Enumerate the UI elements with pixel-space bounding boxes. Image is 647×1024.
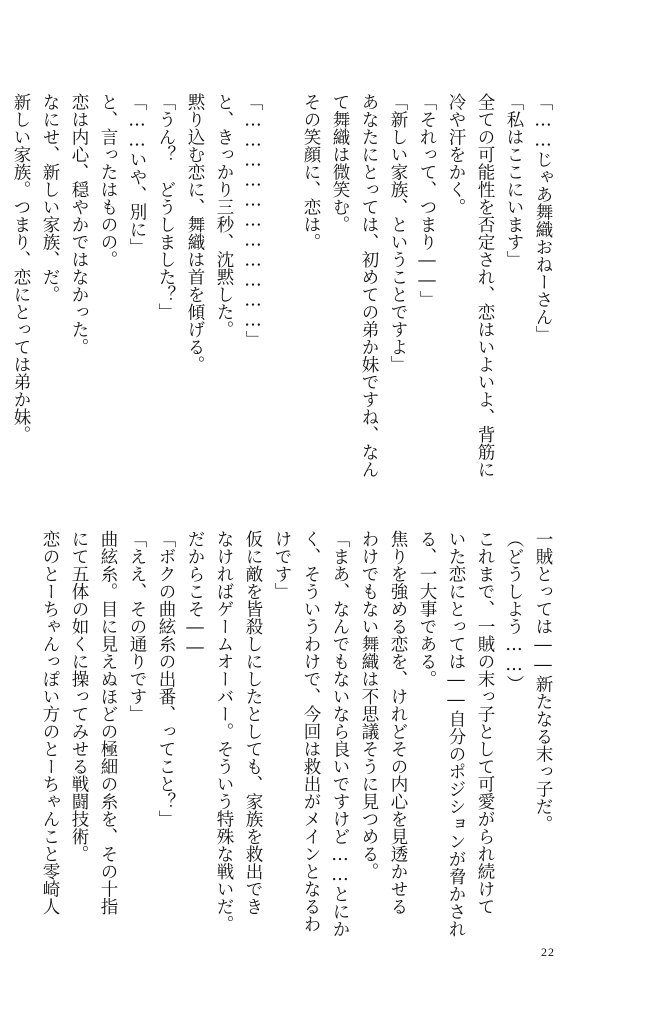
text-top-line: 「うん？ どうしました？」 <box>156 93 176 321</box>
text-bottom-line: これまで、一賊の末っ子として可愛がられ続けて <box>475 530 495 915</box>
text-bottom-line: 焦りを強める恋を、けれどその内心を見透かせる <box>388 530 408 915</box>
text-top-line: と、言ったはものの。 <box>98 93 118 268</box>
text-top-line: 新しい家族。つまり、恋にとっては弟か妹。 <box>11 93 31 443</box>
text-bottom-line: にて五体の如くに操ってみせる戦闘技術。 <box>69 530 89 863</box>
text-bottom-line: だからこそ―― <box>185 530 205 658</box>
text-bottom-line: なければゲームオーバー。そういう特殊な戦いだ。 <box>214 530 234 933</box>
text-bottom-line: く、そういうわけで、今回は救出がメインとなるわ <box>301 530 321 933</box>
text-bottom-line: 「ボクの曲絃糸の出番、ってこと？」 <box>156 530 176 828</box>
text-top-line: 恋は内心、穏やかではなかった。 <box>69 93 89 356</box>
page-number: 22 <box>541 945 555 959</box>
text-top-line: あなたにとっては、初めての弟か妹ですね、なん <box>359 93 379 478</box>
text-top-line <box>267 93 296 503</box>
text-bottom-line: いた恋にとっては――自分のポジションが脅かされ <box>446 530 466 938</box>
text-top-line: 全ての可能性を否定され、恋はいよいよ、背筋に <box>475 93 495 478</box>
text-bottom-line: 曲絃糸。目に見えぬほどの極細の糸を、その十指 <box>98 530 118 915</box>
text-bottom-line: けです」 <box>272 530 292 600</box>
text-top-line: 冷や汗をかく。 <box>446 93 466 216</box>
text-top-line: なにせ、新しい家族、だ。 <box>40 93 60 303</box>
text-top-line: 「私はここにいます」 <box>504 93 524 268</box>
text-bottom-line: （どうしよう……） <box>504 530 524 693</box>
text-block-top <box>6 93 557 503</box>
text-bottom-line: わけでもない舞織は不思議そうに見つめる。 <box>359 530 379 880</box>
text-top-line: 「それって、つまり――」 <box>417 93 437 308</box>
text-top-line: 黙り込む恋に、舞織は首を傾げる。 <box>185 93 205 373</box>
text-top-line: その笑顔に、恋は。 <box>301 93 321 251</box>
text-top-line: 「新しい家族、ということですよ」 <box>388 93 408 373</box>
text-top-line: 「……じゃあ舞織おねーさん」 <box>533 93 553 343</box>
text-bottom-line: る、一大事である。 <box>417 530 437 688</box>
text-top-line: て舞織は微笑む。 <box>330 93 350 233</box>
text-bottom-line: 仮に敵を皆殺しにしたとしても、家族を救出でき <box>243 530 263 915</box>
text-top-line: と、きっかり三秒、沈黙した。 <box>214 93 234 338</box>
text-block-bottom <box>35 530 557 940</box>
text-bottom-line: 「ええ、その通りです」 <box>127 530 147 723</box>
text-top-line: 「……いや、別に」 <box>127 93 147 256</box>
text-bottom-line: 「まあ、なんでもないなら良いですけど……とにか <box>330 530 350 938</box>
text-bottom-line: 一賊とっては――新たなる末っ子だ。 <box>533 530 553 833</box>
text-top-line: 「……………………………」 <box>243 93 263 348</box>
text-bottom-line: 恋のとーちゃんっぽい方のとーちゃんこと零崎人 <box>40 530 60 915</box>
